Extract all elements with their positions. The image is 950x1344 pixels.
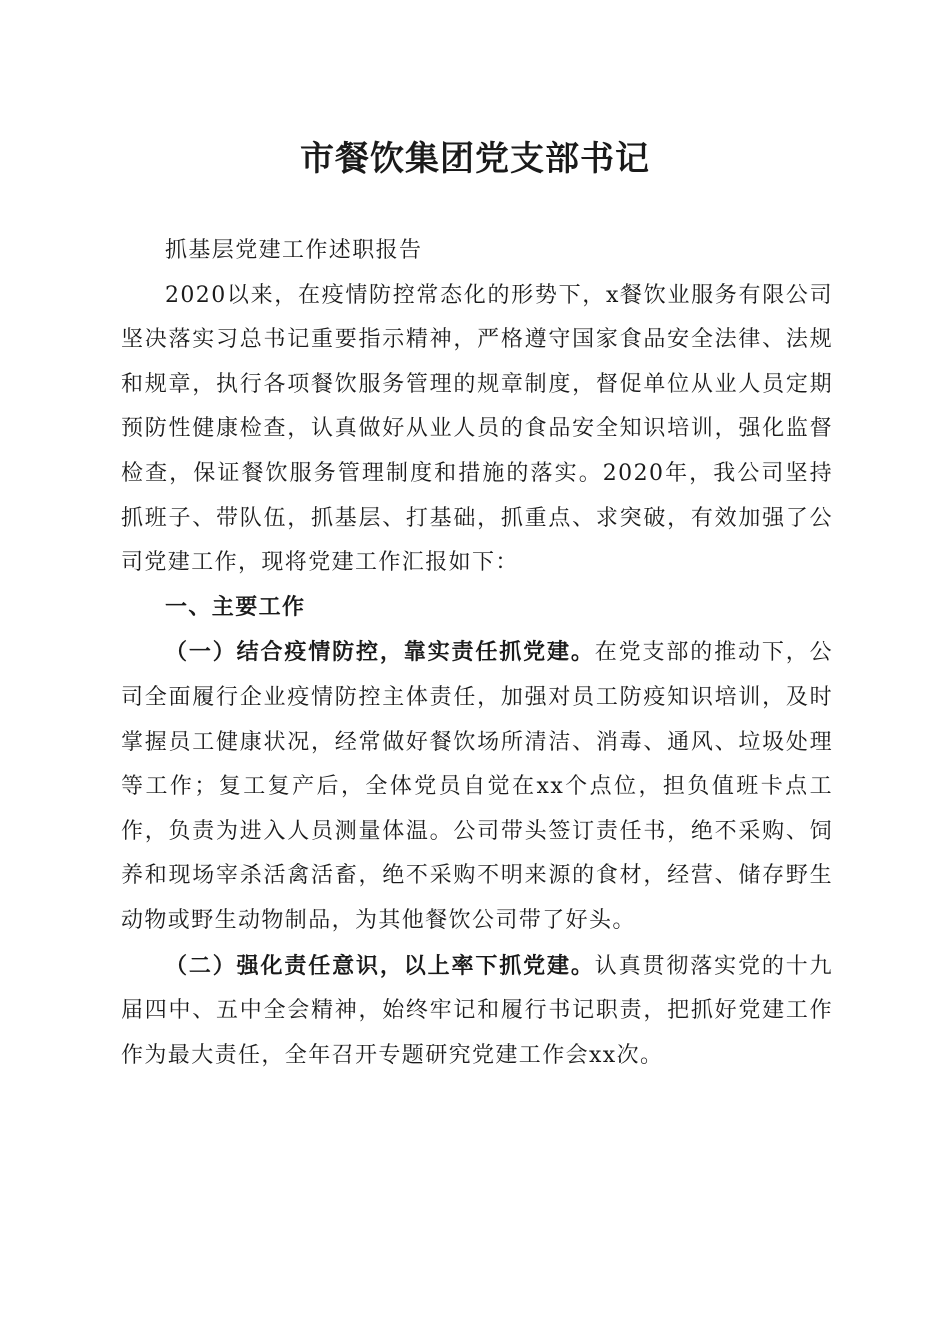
item-1-lead: （一）结合疫情防控，靠实责任抓党建。 xyxy=(165,639,595,666)
item-2-text: 认真贯彻落实党的十九届四中、五中全会精神，始终牢记和履行书记职责，把抓好党建工作作为最大责任，全年召开专题研究党建工作会xx次。 xyxy=(121,953,833,1068)
document-body xyxy=(121,229,833,1078)
document-subtitle: 抓基层党建工作述职报告 xyxy=(165,238,423,263)
document-title: 市餐饮集团党支部书记 xyxy=(300,139,650,179)
item-2-paragraph xyxy=(121,944,833,1079)
item-1-paragraph xyxy=(121,630,833,943)
section-heading: 一、主要工作 xyxy=(165,594,306,620)
intro-paragraph: 2020以来，在疫情防控常态化的形势下，x餐饮业服务有限公司坚决落实习总书记重要指示精神，严格遵守国家食品安全法律、法规和规章，执行各项餐饮服务管理的规章制度，督促单位从业人员定期预防性健康检查，认真做好从业人员的食品安全知识培训，强化监督检查，保证餐饮服务管理制度和措施的落实。2020年，我公司坚持抓班子、带队伍，抓基层、打基础，抓重点、求突破，有效加强了公司党建工作，现将党建工作汇报如下： xyxy=(121,282,833,576)
item-1-text: 在党支部的推动下，公司全面履行企业疫情防控主体责任，加强对员工防疫知识培训，及时掌握员工健康状况，经常做好餐饮场所清洁、消毒、通风、垃圾处理等工作；复工复产后，全体党员自觉在xx个点位，担负值班卡点工作，负责为进入人员测量体温。公司带头签订责任书，绝不采购、饲养和现场宰杀活禽活畜，绝不采购不明来源的食材，经营、储存野生动物或野生动物制品，为其他餐饮公司带了好头。 xyxy=(121,640,833,933)
item-2-lead: （二）强化责任意识，以上率下抓党建。 xyxy=(165,952,595,979)
